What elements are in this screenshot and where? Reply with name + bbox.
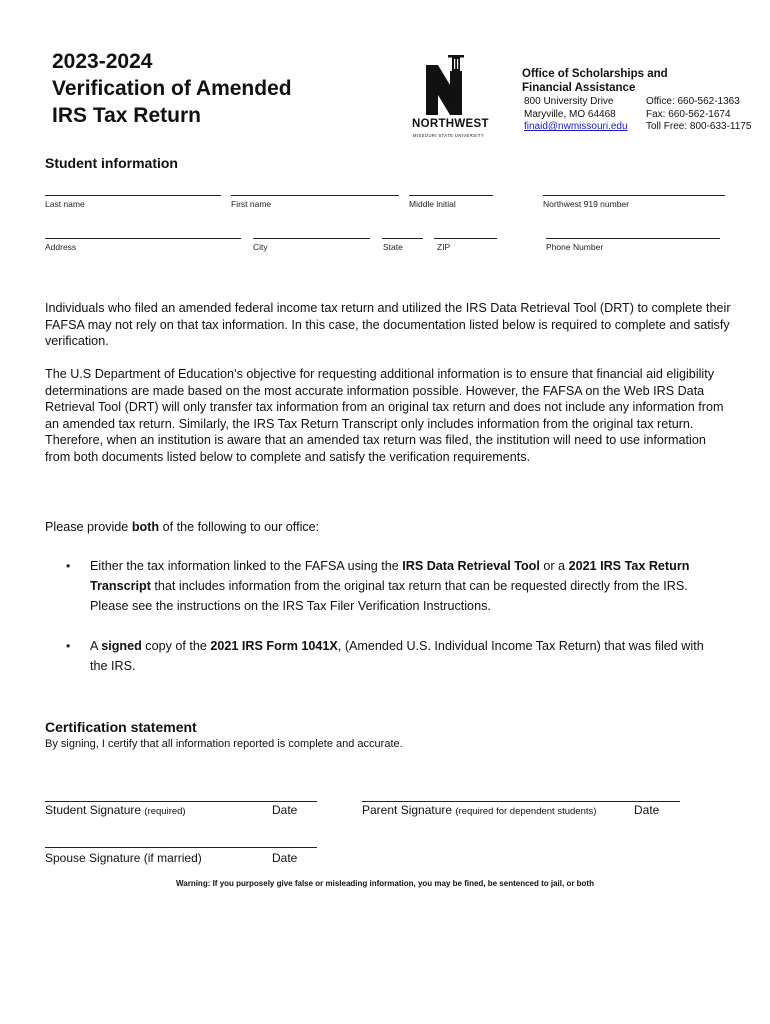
parent-signature-field[interactable] — [362, 801, 680, 802]
first-name-label: First name — [231, 199, 272, 209]
state-label: State — [383, 242, 403, 252]
zip-label: ZIP — [437, 242, 451, 252]
first-name-field[interactable] — [231, 195, 399, 196]
bullet-1-text — [90, 556, 720, 616]
provide-text-bold: both — [131, 520, 160, 534]
bullet-1-part-a: Either the tax information linked to the FAFSA using the — [90, 559, 403, 573]
bullet-2-dot: • — [66, 639, 71, 653]
state-field[interactable] — [382, 238, 423, 239]
office-address — [524, 96, 628, 134]
student-signature-field[interactable] — [45, 801, 317, 802]
northwest-n-icon — [410, 55, 492, 145]
email-link[interactable]: finaid@nwmissouri.edu — [524, 121, 628, 132]
parent-signature-text: Parent Signature — [362, 803, 456, 817]
student-signature-note: (required) — [144, 806, 186, 817]
zip-field[interactable] — [434, 238, 497, 239]
warning-text: Warning: If you purposely give false or misleading information, you may be fined, be sentenced to jail, or both — [176, 879, 594, 888]
bullet-2-bold-signed: signed — [101, 639, 142, 653]
address-line-2: Maryville, MO 64468 — [524, 108, 616, 120]
student-info-heading: Student information — [45, 155, 178, 171]
last-name-label: Last name — [45, 199, 85, 209]
fax-number: Fax: 660-562-1674 — [646, 108, 731, 120]
bullet-1-part-e: that includes information from the original tax return that can be requested directly from the IRS. Please see the instructions on the IRS Tax Filer Verification Instructions. — [90, 579, 688, 613]
office-name-line-1: Office of Scholarships and — [522, 68, 668, 80]
bullet-2-part-a: A — [90, 639, 102, 653]
page-title — [52, 48, 292, 129]
logo-text: NORTHWEST — [412, 118, 489, 130]
student-date-label: Date — [272, 803, 298, 817]
office-name — [522, 67, 722, 95]
bullet-1-dot: • — [66, 559, 71, 573]
city-label: City — [253, 242, 268, 252]
nw-919-field[interactable] — [543, 195, 725, 196]
northwest-logo — [410, 55, 492, 145]
spouse-signature-field[interactable] — [45, 847, 317, 848]
bullet-1-bold-transcript: 2021 IRS Tax Return Transcript — [90, 559, 690, 593]
provide-text-pre: Please provide — [45, 520, 132, 534]
title-line-3: IRS Tax Return — [52, 104, 201, 127]
logo-subtext: MISSOURI STATE UNIVERSITY — [413, 133, 485, 138]
phone-field[interactable] — [546, 238, 720, 239]
parent-signature-label — [362, 803, 596, 817]
certification-text: By signing, I certify that all information reported is complete and accurate. — [45, 738, 403, 750]
nw-919-label: Northwest 919 number — [543, 199, 629, 209]
parent-signature-note: (required for dependent students) — [455, 806, 597, 817]
title-line-2: Verification of Amended — [52, 77, 292, 100]
middle-initial-field[interactable] — [409, 195, 493, 196]
intro-paragraph: Individuals who filed an amended federal income tax return and utilized the IRS Data Retrieval Tool (DRT) to complete their FAFSA may not rely on that tax information. In this case, the documentation listed below is required to complete and satisfy verification. — [45, 301, 731, 349]
address-line-1: 800 University Drive — [524, 96, 614, 107]
office-phone: Office: 660-562-1363 — [646, 96, 740, 107]
address-field[interactable] — [45, 238, 241, 239]
student-signature-text: Student Signature — [45, 803, 145, 817]
student-signature-label — [45, 803, 186, 817]
last-name-field[interactable] — [45, 195, 221, 196]
bullet-2-part-e: , (Amended U.S. Individual Income Tax Return) that was filed with the IRS. — [90, 639, 704, 673]
certification-heading: Certification statement — [45, 719, 197, 735]
spouse-signature-label: Spouse Signature (if married) — [45, 851, 202, 865]
bullet-1-bold-drt: IRS Data Retrieval Tool — [402, 559, 540, 573]
spouse-date-label: Date — [272, 851, 298, 865]
bullet-2-bold-form: 2021 IRS Form 1041X — [210, 639, 338, 653]
office-contact — [646, 96, 751, 134]
parent-date-label: Date — [634, 803, 660, 817]
bullet-2-part-c: copy of the — [141, 639, 211, 653]
provide-text-post: of the following to our office: — [159, 520, 320, 534]
bullet-1-part-c: or a — [539, 559, 569, 573]
city-field[interactable] — [253, 238, 370, 239]
objective-paragraph: The U.S Department of Education’s objective for requesting additional information is to ensure that financial aid eligibility determinations are made based on the most accurate information possible. However, the FAFSA on the Web IRS Data Retrieval Tool (DRT) will only transfer tax information from an original tax return and does not include any information from an amended tax return. Similarly, the IRS Tax Return Transcript only includes information from the original tax return. Therefore, when an institution is aware that an amended tax return was filed, the institution will need to use information from both documents listed below to complete and satisfy the verification requirements. — [45, 367, 724, 464]
title-year: 2023-2024 — [52, 50, 153, 73]
middle-initial-label: Middle initial — [409, 199, 456, 209]
bullet-2-text — [90, 636, 720, 676]
office-name-line-2: Financial Assistance — [522, 82, 636, 94]
phone-label: Phone Number — [546, 242, 604, 252]
provide-instruction — [45, 519, 731, 536]
address-label: Address — [45, 242, 77, 252]
toll-free-number: Toll Free: 800-633-1175 — [646, 121, 752, 132]
